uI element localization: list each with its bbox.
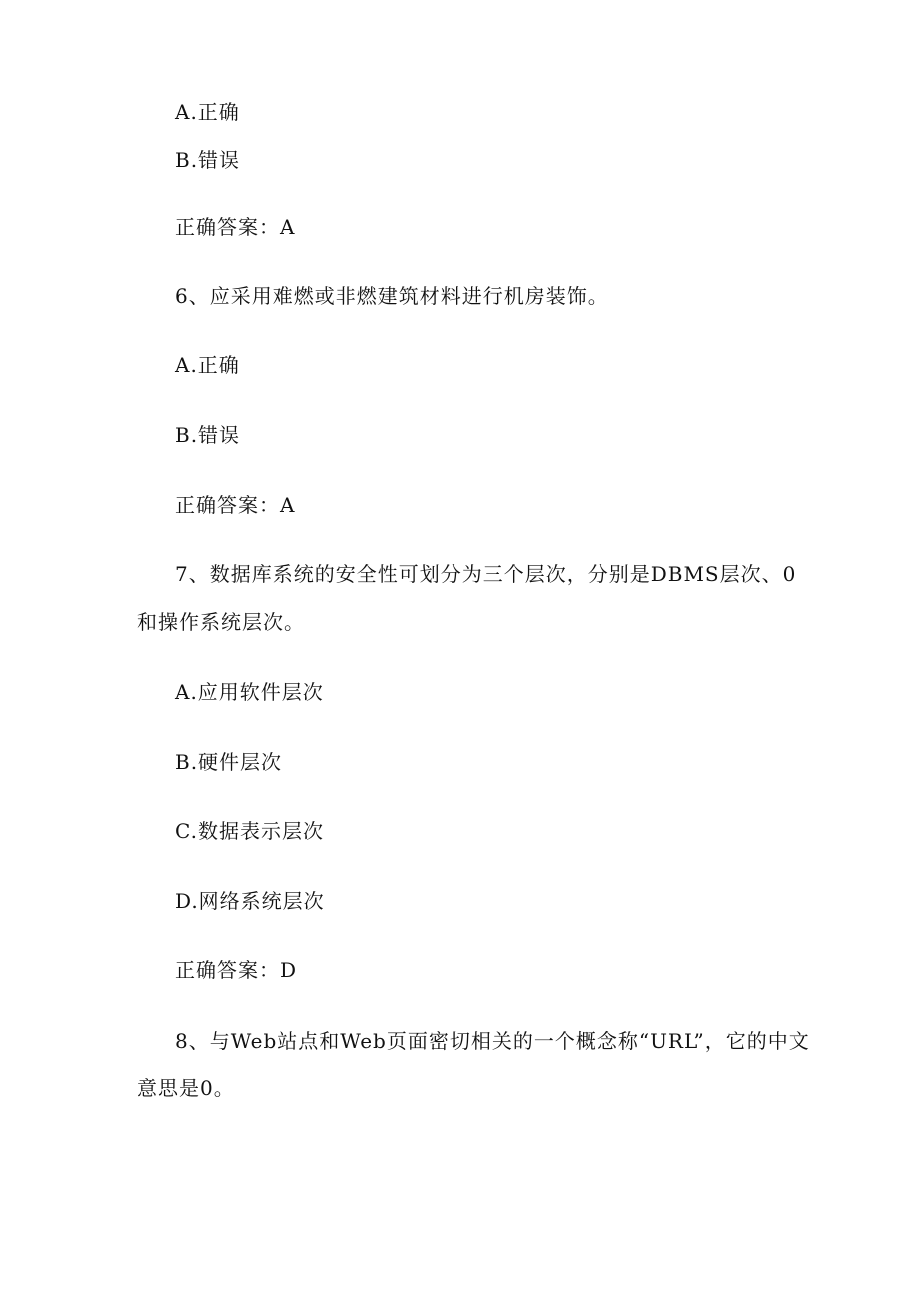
q7-answer: 正确答案：D bbox=[175, 958, 298, 982]
q6-option-a: A.正确 bbox=[175, 353, 240, 377]
q5-option-a: A.正确 bbox=[175, 100, 240, 124]
q7-option-b: B.硬件层次 bbox=[175, 750, 283, 774]
q8-question-line1: 8、与Web站点和Web页面密切相关的一个概念称“URL”，它的中文 bbox=[175, 1029, 810, 1053]
q5-option-b: B.错误 bbox=[175, 148, 241, 172]
q6-option-b: B.错误 bbox=[175, 423, 241, 447]
q8-question-line2: 意思是0。 bbox=[137, 1076, 235, 1100]
q7-option-c: C.数据表示层次 bbox=[175, 819, 324, 843]
q7-question-line2: 和操作系统层次。 bbox=[137, 610, 305, 634]
q6-question: 6、应采用难燃或非燃建筑材料进行机房装饰。 bbox=[175, 284, 609, 308]
q7-question-line1: 7、数据库系统的安全性可划分为三个层次，分别是DBMS层次、0 bbox=[175, 562, 797, 586]
q7-option-d: D.网络系统层次 bbox=[175, 889, 325, 913]
q7-option-a: A.应用软件层次 bbox=[175, 680, 324, 704]
q6-answer: 正确答案：A bbox=[175, 493, 296, 517]
q5-answer: 正确答案：A bbox=[175, 215, 296, 239]
